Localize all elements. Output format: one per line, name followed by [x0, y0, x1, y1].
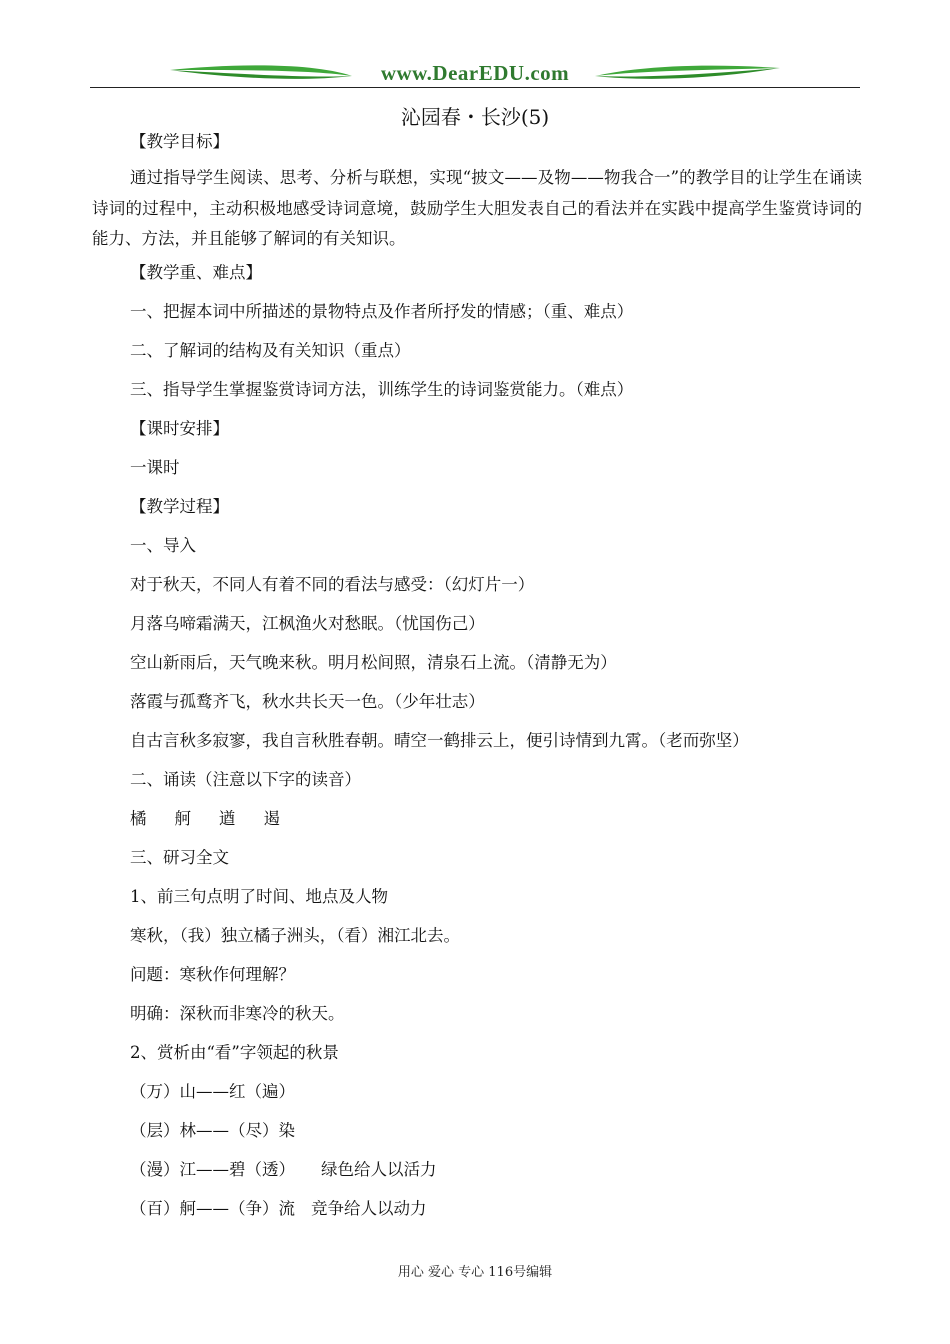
key-item-3: 三、指导学生掌握鉴赏诗词方法，训练学生的诗词鉴赏能力。（难点） — [130, 380, 634, 399]
poem-line-4: 自古言秋多寂寥，我自言秋胜春朝。晴空一鹤排云上，便引诗情到九霄。（老而弥坚） — [130, 731, 749, 750]
poem-line-1: 月落乌啼霜满天，江枫渔火对愁眠。（忧国伤己） — [130, 614, 485, 633]
schedule-heading: 【课时安排】 — [130, 419, 229, 438]
pronunciation-chars — [130, 805, 280, 829]
page-title: 沁园春・长沙(5) — [400, 105, 550, 129]
intro-heading: 一、导入 — [130, 536, 196, 555]
key-heading: 【教学重、难点】 — [130, 263, 262, 282]
left-swoosh-icon — [170, 65, 352, 76]
scene-line-3-text: （漫）江——碧（透） — [130, 1160, 295, 1179]
schedule-text: 一课时 — [130, 458, 180, 477]
site-logo[interactable]: www.DearEDU.com — [380, 61, 570, 85]
poem-line-2: 空山新雨后，天气晚来秋。明月松间照，清泉石上流。（清静无为） — [130, 653, 617, 672]
study-answer: 明确：深秋而非寒冷的秋天。 — [130, 1004, 345, 1023]
scene-line-3-note: 绿色给人以活力 — [321, 1160, 437, 1179]
intro-text: 对于秋天，不同人有着不同的看法与感受：（幻灯片一） — [130, 575, 535, 594]
study-heading: 三、研习全文 — [130, 848, 229, 867]
scene-line-4 — [130, 1195, 427, 1219]
key-item-1: 一、把握本词中所描述的景物特点及作者所抒发的情感；（重、难点） — [130, 302, 634, 321]
key-item-2: 二、了解词的结构及有关知识（重点） — [130, 341, 411, 360]
char-4: 遏 — [263, 809, 280, 828]
study-item-1a: 寒秋，（我）独立橘子洲头，（看）湘江北去。 — [130, 926, 460, 945]
char-2: 舸 — [174, 809, 191, 828]
scene-line-3 — [130, 1156, 437, 1180]
recite-heading: 二、诵读（注意以下字的读音） — [130, 770, 361, 789]
char-3: 遒 — [219, 809, 236, 828]
char-1: 橘 — [130, 809, 147, 828]
goals-paragraph: 通过指导学生阅读、思考、分析与联想，实现“披文——及物——物我合一”的教学目的让学生在诵读诗词的过程中，主动积极地感受诗词意境，鼓励学生大胆发表自己的看法并在实践中提高学生鉴赏诗词的能力、方法，并且能够了解词的有关知识。 — [92, 168, 862, 248]
header-rule — [90, 87, 860, 88]
study-item-2: 2、赏析由“看”字领起的秋景 — [130, 1043, 339, 1062]
study-item-1: 1、前三句点明了时间、地点及人物 — [130, 887, 388, 906]
poem-line-3: 落霞与孤鹜齐飞，秋水共长天一色。（少年壮志） — [130, 692, 485, 711]
process-heading: 【教学过程】 — [130, 497, 229, 516]
scene-line-1: （万）山——红（遍） — [130, 1082, 295, 1101]
scene-line-4-text: （百）舸——（争）流 — [130, 1199, 295, 1218]
goals-heading: 【教学目标】 — [130, 132, 229, 151]
page-footer: 用心 爱心 专心 116号编辑 — [397, 1265, 553, 1280]
scene-line-4-note: 竞争给人以动力 — [311, 1199, 427, 1218]
study-question: 问题：寒秋作何理解？ — [130, 965, 295, 984]
scene-line-2: （层）林——（尽）染 — [130, 1121, 295, 1140]
